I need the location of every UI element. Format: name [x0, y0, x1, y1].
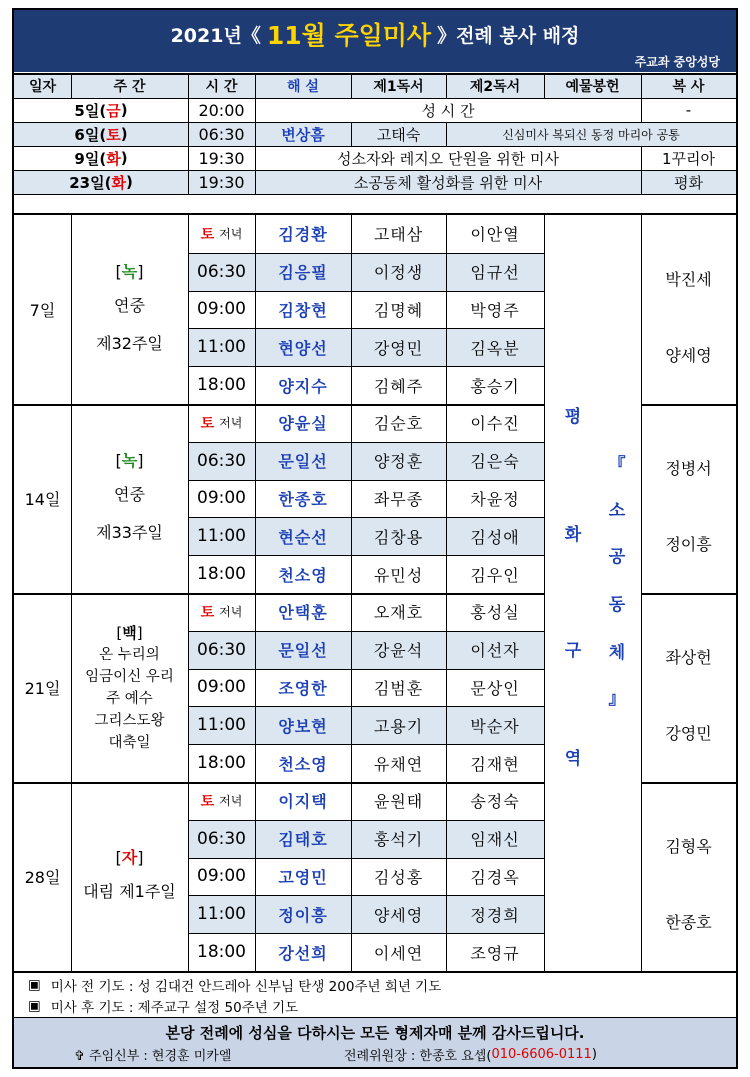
col-header-altar: 복 사 [672, 79, 705, 95]
saturday-suffix: 저녁 [219, 794, 243, 809]
col-header-time: 시 간 [205, 79, 238, 95]
col-header-date: 일자 [28, 79, 57, 95]
grid-hline [188, 328, 544, 329]
commentary-name: 현양선 [278, 338, 328, 358]
commentary-name: 양지수 [278, 376, 328, 396]
offering-right-5: 체 [608, 642, 626, 663]
season-bracket-open: [ [116, 623, 123, 642]
special-date-close: ) [120, 125, 128, 143]
commentary-name: 강선희 [278, 943, 328, 963]
week-description-line: 대축일 [108, 734, 151, 751]
week-season-block [71, 215, 188, 404]
altar-server-2: 정이흥 [665, 534, 712, 554]
footer [14, 1018, 736, 1067]
grid-hline [188, 291, 544, 292]
season-bracket-open: [ [115, 450, 122, 470]
offering-left-1: 평 [564, 406, 582, 427]
saturday-suffix: 저녁 [219, 416, 243, 431]
special-altar: - [685, 101, 692, 119]
offering-left-3: 구 [564, 640, 582, 661]
grid-hline [641, 593, 736, 595]
season-name: 자 [121, 847, 138, 867]
reading1-name: 유채연 [373, 754, 424, 774]
special-date [14, 170, 188, 194]
grid-hline [188, 744, 544, 745]
grid-hline [641, 404, 736, 406]
special-time: 06:30 [198, 124, 245, 144]
grid-vline [188, 146, 189, 170]
special-description: 성 시 간 [421, 101, 475, 120]
special-altar: 1꾸리아 [661, 149, 715, 168]
week-season-block [71, 593, 188, 782]
commentary-name: 양보현 [278, 716, 328, 736]
special-time: 19:30 [198, 172, 245, 192]
note-before-mass [28, 975, 441, 995]
note-bullet: ▣ [28, 998, 41, 1014]
note-text: 미사 후 기도 : 제주교구 설정 50주년 기도 [50, 1000, 299, 1016]
special-commentary: 변상흠 [281, 125, 325, 144]
season-bracket-open: [ [115, 847, 122, 867]
special-reading1: 고태숙 [376, 125, 421, 144]
mass-time-saturday [188, 593, 255, 631]
grid-vline [188, 74, 189, 98]
thanks-message: 본당 전례에 성심을 다하시는 모든 형제자매 분께 감사드립니다. [165, 1023, 585, 1042]
reading2-name: 조영규 [470, 943, 520, 963]
col-header-reading1: 제1독서 [373, 79, 424, 95]
special-date-close: ) [120, 149, 128, 167]
altar-server-1: 김형옥 [665, 836, 712, 856]
grid-hline [14, 593, 544, 595]
mass-time: 09:00 [197, 866, 246, 887]
altar-server-1: 박진세 [665, 269, 712, 289]
note-bullet: ▣ [28, 977, 41, 993]
reading1-name: 김순호 [373, 414, 424, 434]
reading1-name: 김성홍 [373, 867, 424, 887]
special-date-num: 23일( [69, 173, 112, 192]
commentary-name: 정이흥 [278, 905, 328, 925]
grid-hline [188, 706, 544, 707]
mass-time: 09:00 [197, 488, 246, 509]
reading1-name: 강영민 [373, 338, 424, 358]
week-season-block [71, 404, 188, 593]
week-description-line: 대림 제1주일 [83, 881, 176, 901]
saturday-label: 토 [200, 226, 215, 243]
special-day: 토 [106, 125, 121, 144]
saturday-label: 토 [200, 793, 215, 810]
reading2-name: 문상인 [470, 678, 520, 698]
reading2-name: 송정숙 [470, 792, 520, 812]
reading2-name: 임규선 [470, 263, 520, 283]
grid-hline [14, 122, 736, 123]
altar-server-2: 한종호 [665, 912, 712, 932]
reading1-name: 양세영 [373, 905, 424, 925]
grid-vline [255, 98, 256, 122]
reading1-name: 강윤석 [373, 641, 424, 661]
col-header-week: 주 간 [113, 79, 146, 95]
mass-time: 11:00 [197, 904, 246, 925]
commentary-name: 천소영 [278, 754, 328, 774]
grid-vline [544, 74, 545, 98]
grid-hline [188, 858, 544, 859]
commentary-name: 김태호 [278, 830, 328, 850]
grid-vline [641, 74, 642, 98]
special-date [14, 122, 188, 146]
grid-vline [71, 74, 72, 98]
offering-left-4: 역 [564, 748, 582, 769]
special-date-close: ) [125, 173, 133, 191]
commentary-name: 문일선 [278, 452, 328, 472]
mass-time: 18:00 [197, 564, 246, 585]
special-date-num: 9일( [74, 149, 107, 168]
commentary-name: 고영민 [278, 867, 328, 887]
grid-hline [14, 404, 544, 406]
week-date: 28일 [24, 868, 61, 887]
week-season-color [116, 446, 144, 476]
commentary-name: 문일선 [278, 641, 328, 661]
mass-time: 06:30 [197, 828, 246, 849]
week-season-block [71, 782, 188, 971]
grid-hline [188, 555, 544, 556]
offering-right-2: 소 [608, 500, 626, 521]
week-description-line: 연중 [114, 295, 145, 315]
reading1-name: 김혜주 [373, 376, 424, 396]
page-subtitle: 주교좌 중앙성당 [634, 54, 720, 69]
committee-close: ) [591, 1046, 597, 1062]
grid-hline [188, 253, 544, 254]
grid-hline [14, 194, 736, 195]
offering-right-6: 』 [608, 688, 626, 709]
reading2-name: 김우인 [470, 565, 520, 585]
reading1-name: 좌무종 [373, 489, 424, 509]
reading2-name: 박순자 [470, 716, 520, 736]
commentary-name: 현순선 [278, 527, 328, 547]
grid-hline [188, 895, 544, 896]
grid-vline [188, 98, 189, 122]
reading1-name: 고용기 [373, 716, 424, 736]
special-time: 19:30 [198, 148, 245, 168]
commentary-name: 김창현 [278, 300, 328, 320]
week-date: 14일 [24, 490, 61, 509]
grid-vline [641, 146, 642, 170]
grid-hline [14, 213, 736, 215]
week-description-line: 그리스도왕 [94, 712, 165, 729]
season-bracket-open: [ [115, 261, 122, 281]
col-header-commentary: 해 설 [287, 79, 319, 95]
mass-time-saturday [188, 404, 255, 442]
season-name: 녹 [121, 261, 138, 281]
week-date: 21일 [24, 679, 61, 698]
grid-vline [641, 170, 642, 194]
grid-vline [446, 122, 447, 146]
grid-hline [14, 1017, 736, 1018]
reading2-name: 이안열 [470, 225, 520, 245]
saturday-label: 토 [200, 415, 215, 432]
grid-hline [188, 480, 544, 481]
commentary-name: 김응필 [278, 263, 328, 283]
special-date [14, 146, 188, 170]
reading1-name: 김창용 [373, 527, 424, 547]
altar-server-2: 강영민 [665, 723, 712, 743]
grid-vline [255, 170, 256, 194]
title-prefix: 2021년《 [170, 24, 261, 47]
special-day: 금 [106, 101, 121, 120]
grid-hline [641, 782, 736, 784]
grid-hline [14, 73, 736, 75]
reading1-name: 이세연 [373, 943, 424, 963]
special-date-num: 5일( [74, 101, 107, 120]
special-date-num: 6일( [74, 125, 107, 144]
altar-server-2: 양세영 [665, 345, 712, 365]
grid-vline [641, 98, 642, 122]
grid-vline [351, 122, 352, 146]
col-header-reading2: 제2독서 [469, 79, 521, 95]
reading2-name: 홍승기 [470, 376, 520, 396]
season-name: 녹 [121, 450, 138, 470]
offering-left-2: 화 [564, 524, 582, 545]
offering-right-4: 동 [608, 594, 626, 615]
mass-time: 18:00 [197, 375, 246, 396]
week-description-line: 임금이신 우리 [85, 668, 174, 685]
week-date: 7일 [29, 301, 56, 320]
offering-right-3: 공 [608, 546, 626, 567]
grid-hline [188, 933, 544, 934]
altar-server-1: 정병서 [665, 458, 712, 478]
reading2-name: 김성애 [470, 527, 520, 547]
committee-line [344, 1044, 597, 1064]
season-bracket-close: ] [137, 261, 144, 281]
reading2-name: 김경옥 [470, 867, 520, 887]
reading1-name: 오재호 [373, 603, 424, 623]
grid-hline [188, 669, 544, 670]
week-description-line: 제32주일 [96, 333, 163, 353]
reading1-name: 이정생 [373, 263, 424, 283]
offering-right-1: 『 [608, 454, 626, 475]
special-altar: 평화 [674, 173, 703, 192]
special-date [14, 98, 188, 122]
mass-time-saturday [188, 215, 255, 253]
reading1-name: 김범훈 [373, 678, 424, 698]
special-day: 화 [106, 149, 121, 168]
commentary-name: 양윤실 [278, 414, 328, 434]
mass-time: 06:30 [197, 261, 246, 282]
grid-vline [188, 122, 189, 146]
column-header-row [14, 74, 736, 98]
grid-hline [14, 782, 544, 784]
week-season-color [116, 843, 144, 873]
reading1-name: 유민성 [373, 565, 424, 585]
grid-vline [351, 74, 352, 98]
reading2-name: 임재신 [470, 830, 520, 850]
altar-server-1: 좌상헌 [665, 647, 712, 667]
mass-time: 06:30 [197, 450, 246, 471]
reading2-name: 김은숙 [470, 452, 520, 472]
grid-hline [14, 971, 736, 973]
grid-vline [255, 122, 256, 146]
reading2-name: 홍성실 [470, 603, 520, 623]
season-bracket-close: ] [137, 847, 144, 867]
commentary-name: 한종호 [278, 489, 328, 509]
season-name: 백 [122, 623, 137, 642]
mass-time: 11:00 [197, 337, 246, 358]
grid-vline [255, 74, 256, 98]
week-description-line: 연중 [114, 484, 145, 504]
commentary-name: 이지택 [278, 792, 328, 812]
commentary-name: 김경환 [278, 225, 328, 245]
reading1-name: 고태삼 [373, 225, 424, 245]
title-main: 11월 주일미사 [266, 21, 432, 50]
mass-time: 09:00 [197, 299, 246, 320]
grid-hline [188, 517, 544, 518]
special-description: 성소자와 레지오 단원을 위한 미사 [337, 149, 559, 168]
title-banner [14, 10, 736, 72]
reading2-name: 정경희 [470, 905, 520, 925]
mass-time: 11:00 [197, 526, 246, 547]
week-description-line: 온 누리의 [99, 646, 160, 663]
saturday-label: 토 [200, 604, 215, 621]
week-description-line: 주 예수 [106, 690, 153, 707]
reading2-name: 이선자 [470, 641, 520, 661]
committee-phone: 010-6606-0111 [491, 1046, 592, 1062]
grid-vline [188, 170, 189, 194]
reading2-name: 차윤정 [470, 489, 520, 509]
season-bracket-close: ] [137, 450, 144, 470]
reading2-name: 박영주 [470, 300, 520, 320]
mass-time-saturday [188, 782, 255, 820]
week-season-color [116, 622, 142, 644]
note-text: 미사 전 기도 : 성 김대건 안드레아 신부님 탄생 200주년 희년 기도 [50, 979, 442, 995]
reading1-name: 윤원태 [373, 792, 424, 812]
committee-label: 전례위원장 : 한종호 요셉( [344, 1048, 492, 1064]
mass-time: 18:00 [197, 942, 246, 963]
reading1-name: 홍석기 [373, 830, 424, 850]
reading2-name: 이수진 [470, 414, 520, 434]
grid-hline [188, 442, 544, 443]
reading1-name: 김명혜 [373, 300, 424, 320]
grid-hline [188, 366, 544, 367]
grid-hline [14, 98, 736, 99]
title-suffix: 》전례 봉사 배정 [437, 24, 580, 47]
special-date-close: ) [120, 101, 128, 119]
reading2-name: 김옥분 [470, 338, 520, 358]
grid-vline [255, 146, 256, 170]
liturgy-schedule-sheet [12, 8, 738, 1069]
mass-time: 11:00 [197, 715, 246, 736]
saturday-suffix: 저녁 [219, 227, 243, 242]
saturday-suffix: 저녁 [219, 605, 243, 620]
col-header-offering: 예물봉헌 [565, 79, 620, 95]
note-after-mass [28, 996, 298, 1016]
mass-time: 06:30 [197, 639, 246, 660]
special-description: 소공동체 활성화를 위한 미사 [353, 173, 543, 192]
pastor-line: ✞ 주임신부 : 현경훈 미카엘 [74, 1048, 232, 1064]
page-title [14, 16, 736, 52]
season-bracket-close: ] [136, 623, 143, 642]
week-season-color [116, 257, 144, 287]
mass-time: 09:00 [197, 677, 246, 698]
offering-column [544, 215, 641, 971]
notes-section [14, 973, 736, 1017]
grid-hline [188, 820, 544, 821]
special-time: 20:00 [198, 100, 245, 120]
special-day: 화 [111, 173, 126, 192]
grid-vline [446, 74, 447, 98]
special-description: 신심미사 복되신 동정 마리아 공통 [502, 127, 680, 142]
grid-hline [188, 631, 544, 632]
grid-hline [14, 146, 736, 147]
commentary-name: 안택훈 [278, 603, 328, 623]
commentary-name: 조영한 [278, 678, 328, 698]
reading1-name: 양정훈 [373, 452, 424, 472]
grid-vline [544, 215, 545, 971]
reading2-name: 김재현 [470, 754, 520, 774]
week-description-line: 제33주일 [96, 522, 163, 542]
mass-time: 18:00 [197, 753, 246, 774]
commentary-name: 천소영 [278, 565, 328, 585]
grid-hline [14, 170, 736, 171]
